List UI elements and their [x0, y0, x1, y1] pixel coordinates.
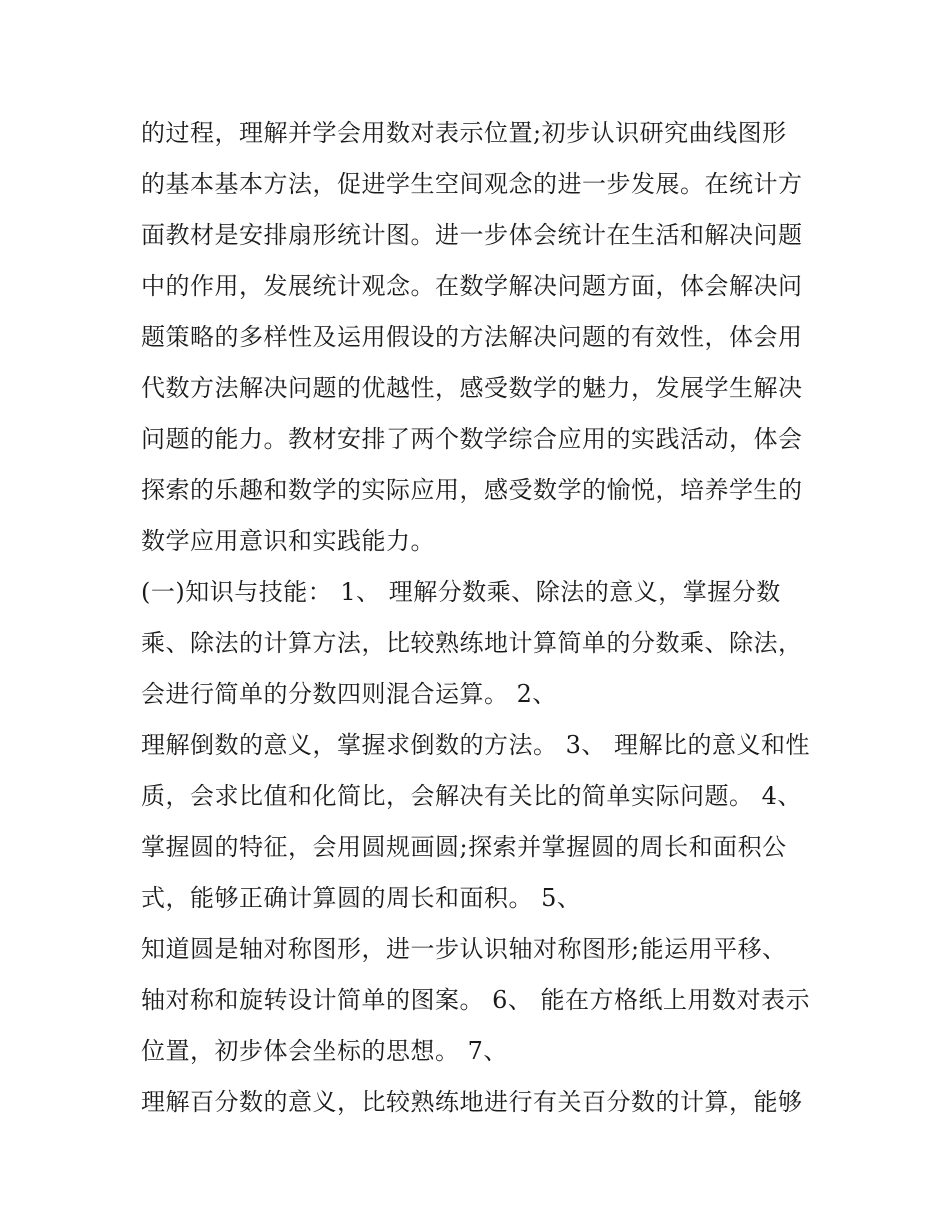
- text-line: 代数方法解决问题的优越性，感受数学的魅力，发展学生解决: [141, 374, 803, 402]
- text-line: 轴对称和旋转设计简单的图案。 6、 能在方格纸上用数对表示: [141, 986, 811, 1014]
- text-line: 位置，初步体会坐标的思想。 7、: [141, 1037, 508, 1065]
- text-line: 问题的能力。教材安排了两个数学综合应用的实践活动，体会: [141, 425, 803, 453]
- text-line: 理解倒数的意义，掌握求倒数的方法。 3、 理解比的意义和性: [141, 731, 811, 759]
- text-line: 式，能够正确计算圆的周长和面积。 5、: [141, 884, 582, 912]
- text-line: 质，会求比值和化简比，会解决有关比的简单实际问题。 4、: [141, 782, 802, 810]
- text-line: (一)知识与技能： 1、 理解分数乘、除法的意义，掌握分数: [141, 578, 781, 606]
- text-line: 数学应用意识和实践能力。: [141, 527, 435, 555]
- text-line: 探索的乐趣和数学的实际应用，感受数学的愉悦，培养学生的: [141, 476, 803, 504]
- text-line: 知道圆是轴对称图形，进一步认识轴对称图形;能运用平移、: [141, 935, 787, 963]
- text-line: 的基本基本方法，促进学生空间观念的进一步发展。在统计方: [141, 170, 803, 198]
- text-line: 理解百分数的意义，比较熟练地进行有关百分数的计算，能够: [141, 1088, 803, 1116]
- text-line: 题策略的多样性及运用假设的方法解决问题的有效性，体会用: [141, 323, 803, 351]
- body-text: [141, 108, 821, 1128]
- text-line: 的过程，理解并学会用数对表示位置;初步认识研究曲线图形: [141, 119, 787, 147]
- text-line: 中的作用，发展统计观念。在数学解决问题方面，体会解决问: [141, 272, 803, 300]
- text-line: 乘、除法的计算方法，比较熟练地计算简单的分数乘、除法，: [141, 629, 803, 657]
- text-line: 掌握圆的特征，会用圆规画圆;探索并掌握圆的周长和面积公: [141, 833, 787, 861]
- text-line: 会进行简单的分数四则混合运算。 2、: [141, 680, 557, 708]
- text-line: 面教材是安排扇形统计图。进一步体会统计在生活和解决问题: [141, 221, 803, 249]
